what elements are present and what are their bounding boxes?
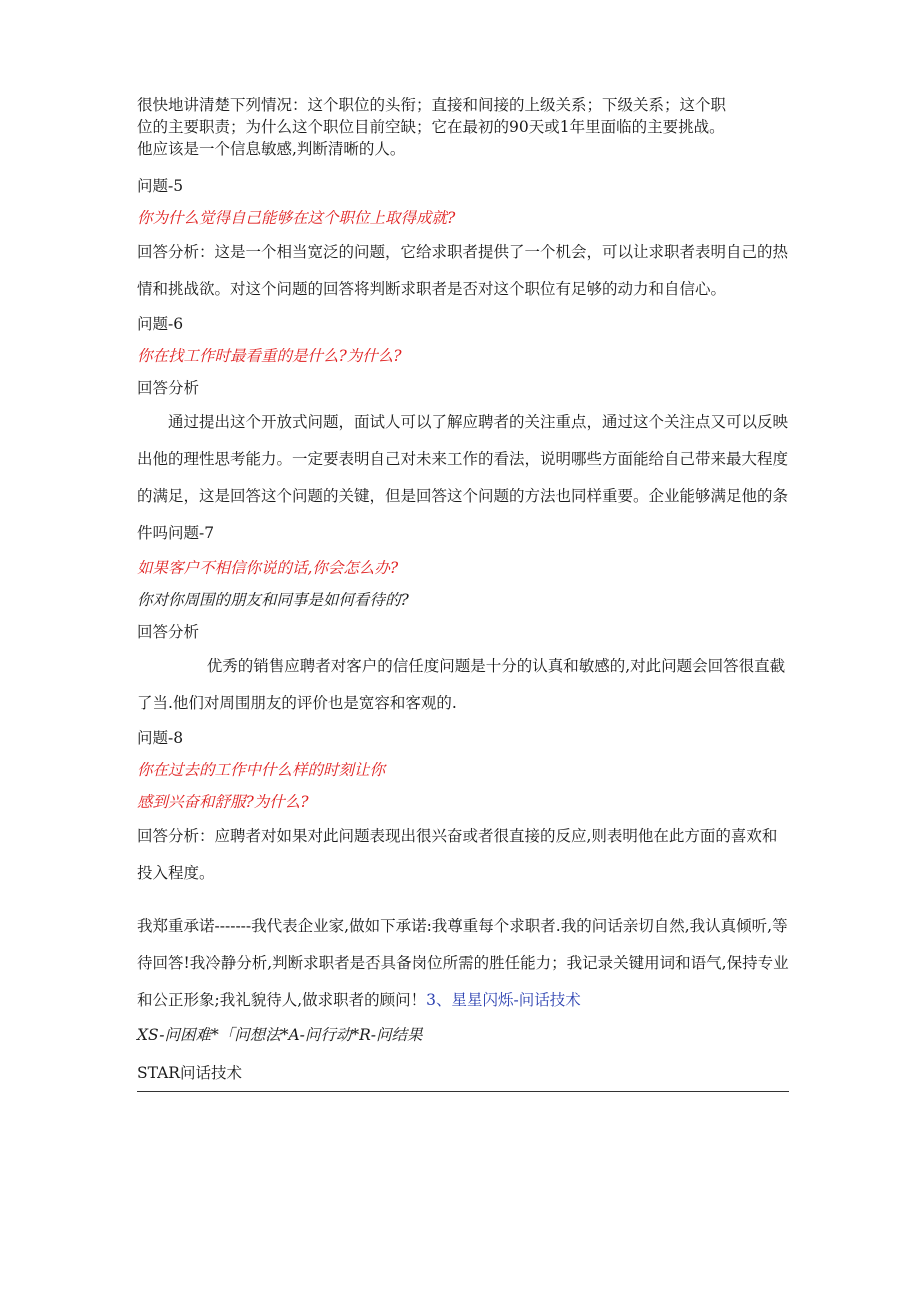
question-5-label: 问题-5 [137,177,184,195]
question-6-label: 问题-6 [137,315,184,333]
star-formula: XS-问困难*「问想法*A-问行动*R-问结果 [137,1026,423,1044]
footer-divider [137,1091,789,1092]
intro-line-2: 位的主要职责；为什么这个职位目前空缺；它在最初的90天或1年里面临的主要挑战。 [137,118,725,136]
question-7-analysis: 优秀的销售应聘者对客户的信任度问题是十分的认真和敏感的,对此问题会回答很直截了当.他们对周围朋友的评价也是宽容和客观的. [137,657,786,712]
intro-block [137,94,789,160]
question-6-text: 你在找工作时最看重的是什么?为什么? [137,347,402,365]
intro-line-3: 他应该是一个信息敏感,判断清晰的人。 [137,140,406,158]
question-7-analysis-label: 回答分析 [137,623,200,641]
question-6-analysis-label: 回答分析 [137,379,200,397]
question-5-text: 你为什么觉得自己能够在这个职位上取得成就? [137,209,456,227]
question-8-text-line-2: 感到兴奋和舒服?为什么? [137,793,309,811]
question-8-analysis: 回答分析：应聘者对如果对此问题表现出很兴奋或者很直接的反应,则表明他在此方面的喜欢和投入程度。 [137,827,778,882]
question-8-text-line-1: 你在过去的工作中什么样的时刻让你 [137,761,386,779]
question-7-text-2: 你对你周围的朋友和同事是如何看待的? [137,591,409,609]
footer-title: STAR问话技术 [137,1064,242,1082]
pledge-paragraph [137,908,789,1019]
spacer [137,892,789,908]
question-8-label: 问题-8 [137,729,184,747]
pledge-text: 我郑重承诺-------我代表企业家,做如下承诺:我尊重每个求职者.我的问话亲切自然,我认真倾听,等待回答!我冷静分析,判断求职者是否具备岗位所需的胜任能力；我记录关键用词和语气,保持专业和公正形象;我礼貌待人,做求职者的顾问！ [137,917,789,1009]
pledge-heading: 3、星星闪烁-问话技术 [426,991,581,1009]
question-7-text: 如果客户不相信你说的话,你会怎么办? [137,559,399,577]
question-6-analysis: 通过提出这个开放式问题，面试人可以了解应聘者的关注重点，通过这个关注点又可以反映出他的理性思考能力。一定要表明自己对未来工作的看法，说明哪些方面能给自己带来最大程度的满足，这是回答这个问题的关键，但是回答这个问题的方法也同样重要。企业能够满足他的条件吗问题-7 [137,413,789,542]
intro-line-1: 很快地讲清楚下列情况：这个职位的头衔；直接和间接的上级关系；下级关系；这个职 [137,96,727,114]
question-5-analysis: 回答分析：这是一个相当宽泛的问题，它给求职者提供了一个机会，可以让求职者表明自己的热情和挑战欲。对这个问题的回答将判断求职者是否对这个职位有足够的动力和自信心。 [137,243,789,298]
document-page [137,94,789,1092]
